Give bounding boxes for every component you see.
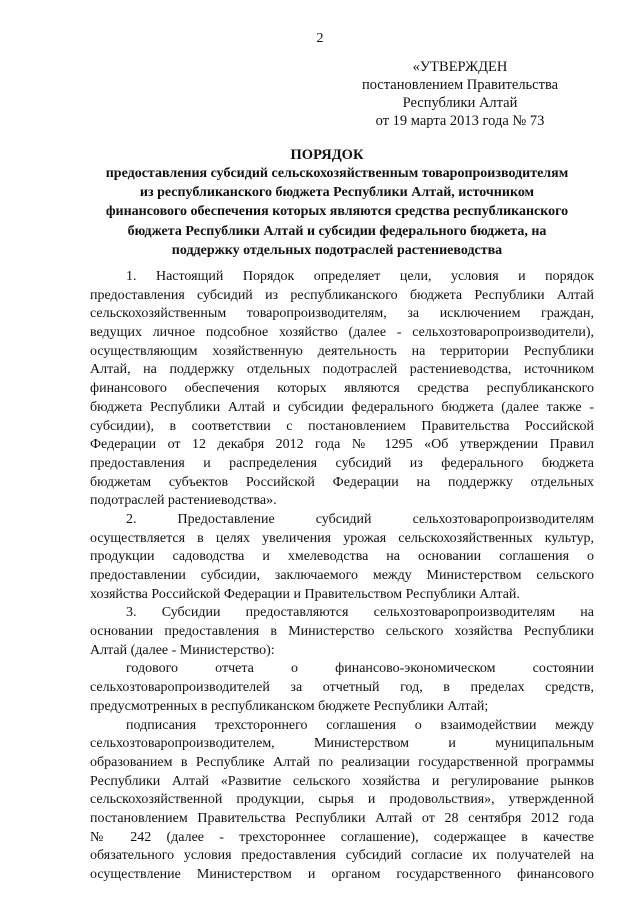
body-line: бюджета Республики Алтай и субсидии федерального бюджета (далее также - — [90, 399, 594, 415]
body-line: Республики Алтай «Развитие сельского хозяйства и регулирование рынков — [90, 773, 594, 789]
body-line: 3. Субсидии предоставляются сельхозтоваропроизводителям на — [126, 605, 594, 621]
body-line: обязательного условия предоставления субсидий согласие их получателей на — [90, 848, 594, 864]
body-line: продукции садоводства и хмелеводства на основании соглашения о — [90, 549, 594, 565]
body-line: № 242 (далее - трехстороннее соглашение), содержащее в качестве — [90, 829, 594, 845]
body-line: осуществляющим хозяйственную деятельность на территории Республики — [90, 343, 594, 359]
body-line: сельскохозяйственным товаропроизводителям, за исключением граждан, — [90, 306, 594, 322]
subtitle-line: из республиканского бюджета Республики Алтай, источником — [139, 185, 535, 201]
approval-line: постановлением Правительства — [361, 77, 559, 93]
body-line: финансового обеспечения которых являются средства республиканского — [90, 381, 594, 397]
subtitle-line: поддержку отдельных подотраслей растениеводства — [171, 242, 503, 258]
body-line: годового отчета о финансово-экономическом состоянии — [126, 661, 594, 677]
subtitle-line: бюджета Республики Алтай и субсидии федерального бюджета, на — [127, 223, 547, 239]
body-line: предоставления субсидий из республиканского бюджета Республики Алтай — [90, 287, 594, 303]
approval-stamp-block — [360, 58, 560, 130]
body-line: подотраслей растениеводства». — [90, 493, 277, 509]
document-body — [90, 268, 594, 885]
subtitle-line: предоставления субсидий сельскохозяйственным товаропроизводителям — [105, 166, 569, 181]
body-line: бюджетам субъектов Российской Федерации на поддержку отдельных — [90, 474, 594, 490]
body-line: предусмотренных в республиканском бюджете Республики Алтай; — [90, 698, 489, 714]
body-line: ведущих личное подсобное хозяйство (далее - сельхозтоваропроизводители), — [90, 325, 594, 341]
body-line: образованием в Республике Алтай по реализации государственной программы — [90, 754, 594, 770]
body-line: основании предоставления в Министерство сельского хозяйства Республики — [90, 624, 594, 640]
body-line: предоставлении субсидии, заключаемого между Министерством сельского — [90, 568, 594, 583]
body-line: Алтай, на поддержку отдельных подотраслей растениеводства, источником — [90, 362, 594, 378]
body-line: осуществляется в целях увеличения урожая сельскохозяйственных культур, — [90, 530, 594, 546]
body-line: сельхозтоваропроизводителем, Министерством и муниципальным — [90, 736, 594, 752]
body-line: 2. Предоставление субсидий сельхозтоваропроизводителям — [126, 511, 594, 527]
body-line: предоставления и распределения субсидий из федерального бюджета — [90, 455, 594, 471]
body-line: 1. Настоящий Порядок определяет цели, условия и порядок — [126, 269, 594, 284]
body-line: сельскохозяйственной продукции, сырья и продовольствия», утвержденной — [90, 792, 594, 808]
body-line: осуществление Министерством и органом государственного финансового — [90, 867, 594, 882]
approval-line: Республики Алтай — [402, 95, 518, 111]
body-line: Федерации от 12 декабря 2012 года № 1295 «Об утверждении Правил — [90, 437, 594, 453]
approval-line: «УТВЕРЖДЕН — [412, 59, 508, 75]
document-subtitle — [82, 164, 592, 260]
document-title: ПОРЯДОК — [290, 147, 364, 163]
page-number: 2 — [316, 31, 324, 46]
subtitle-line: финансового обеспечения которых являются средства республиканского — [105, 204, 569, 220]
body-line: сельхозтоваропроизводителей за отчетный год, в пределах средств, — [90, 680, 594, 696]
body-line: субсидии), в соответствии с постановлением Правительства Российской — [90, 418, 594, 434]
body-line: Алтай (далее - Министерство): — [90, 642, 275, 658]
body-line: подписания трехстороннего соглашения о взаимодействии между — [126, 717, 594, 733]
approval-line: от 19 марта 2013 года № 73 — [375, 113, 545, 129]
body-line: постановлением Правительства Республики Алтай от 28 сентября 2012 года — [90, 810, 594, 826]
body-line: хозяйства Российской Федерации и Правительством Республики Алтай. — [90, 586, 520, 602]
